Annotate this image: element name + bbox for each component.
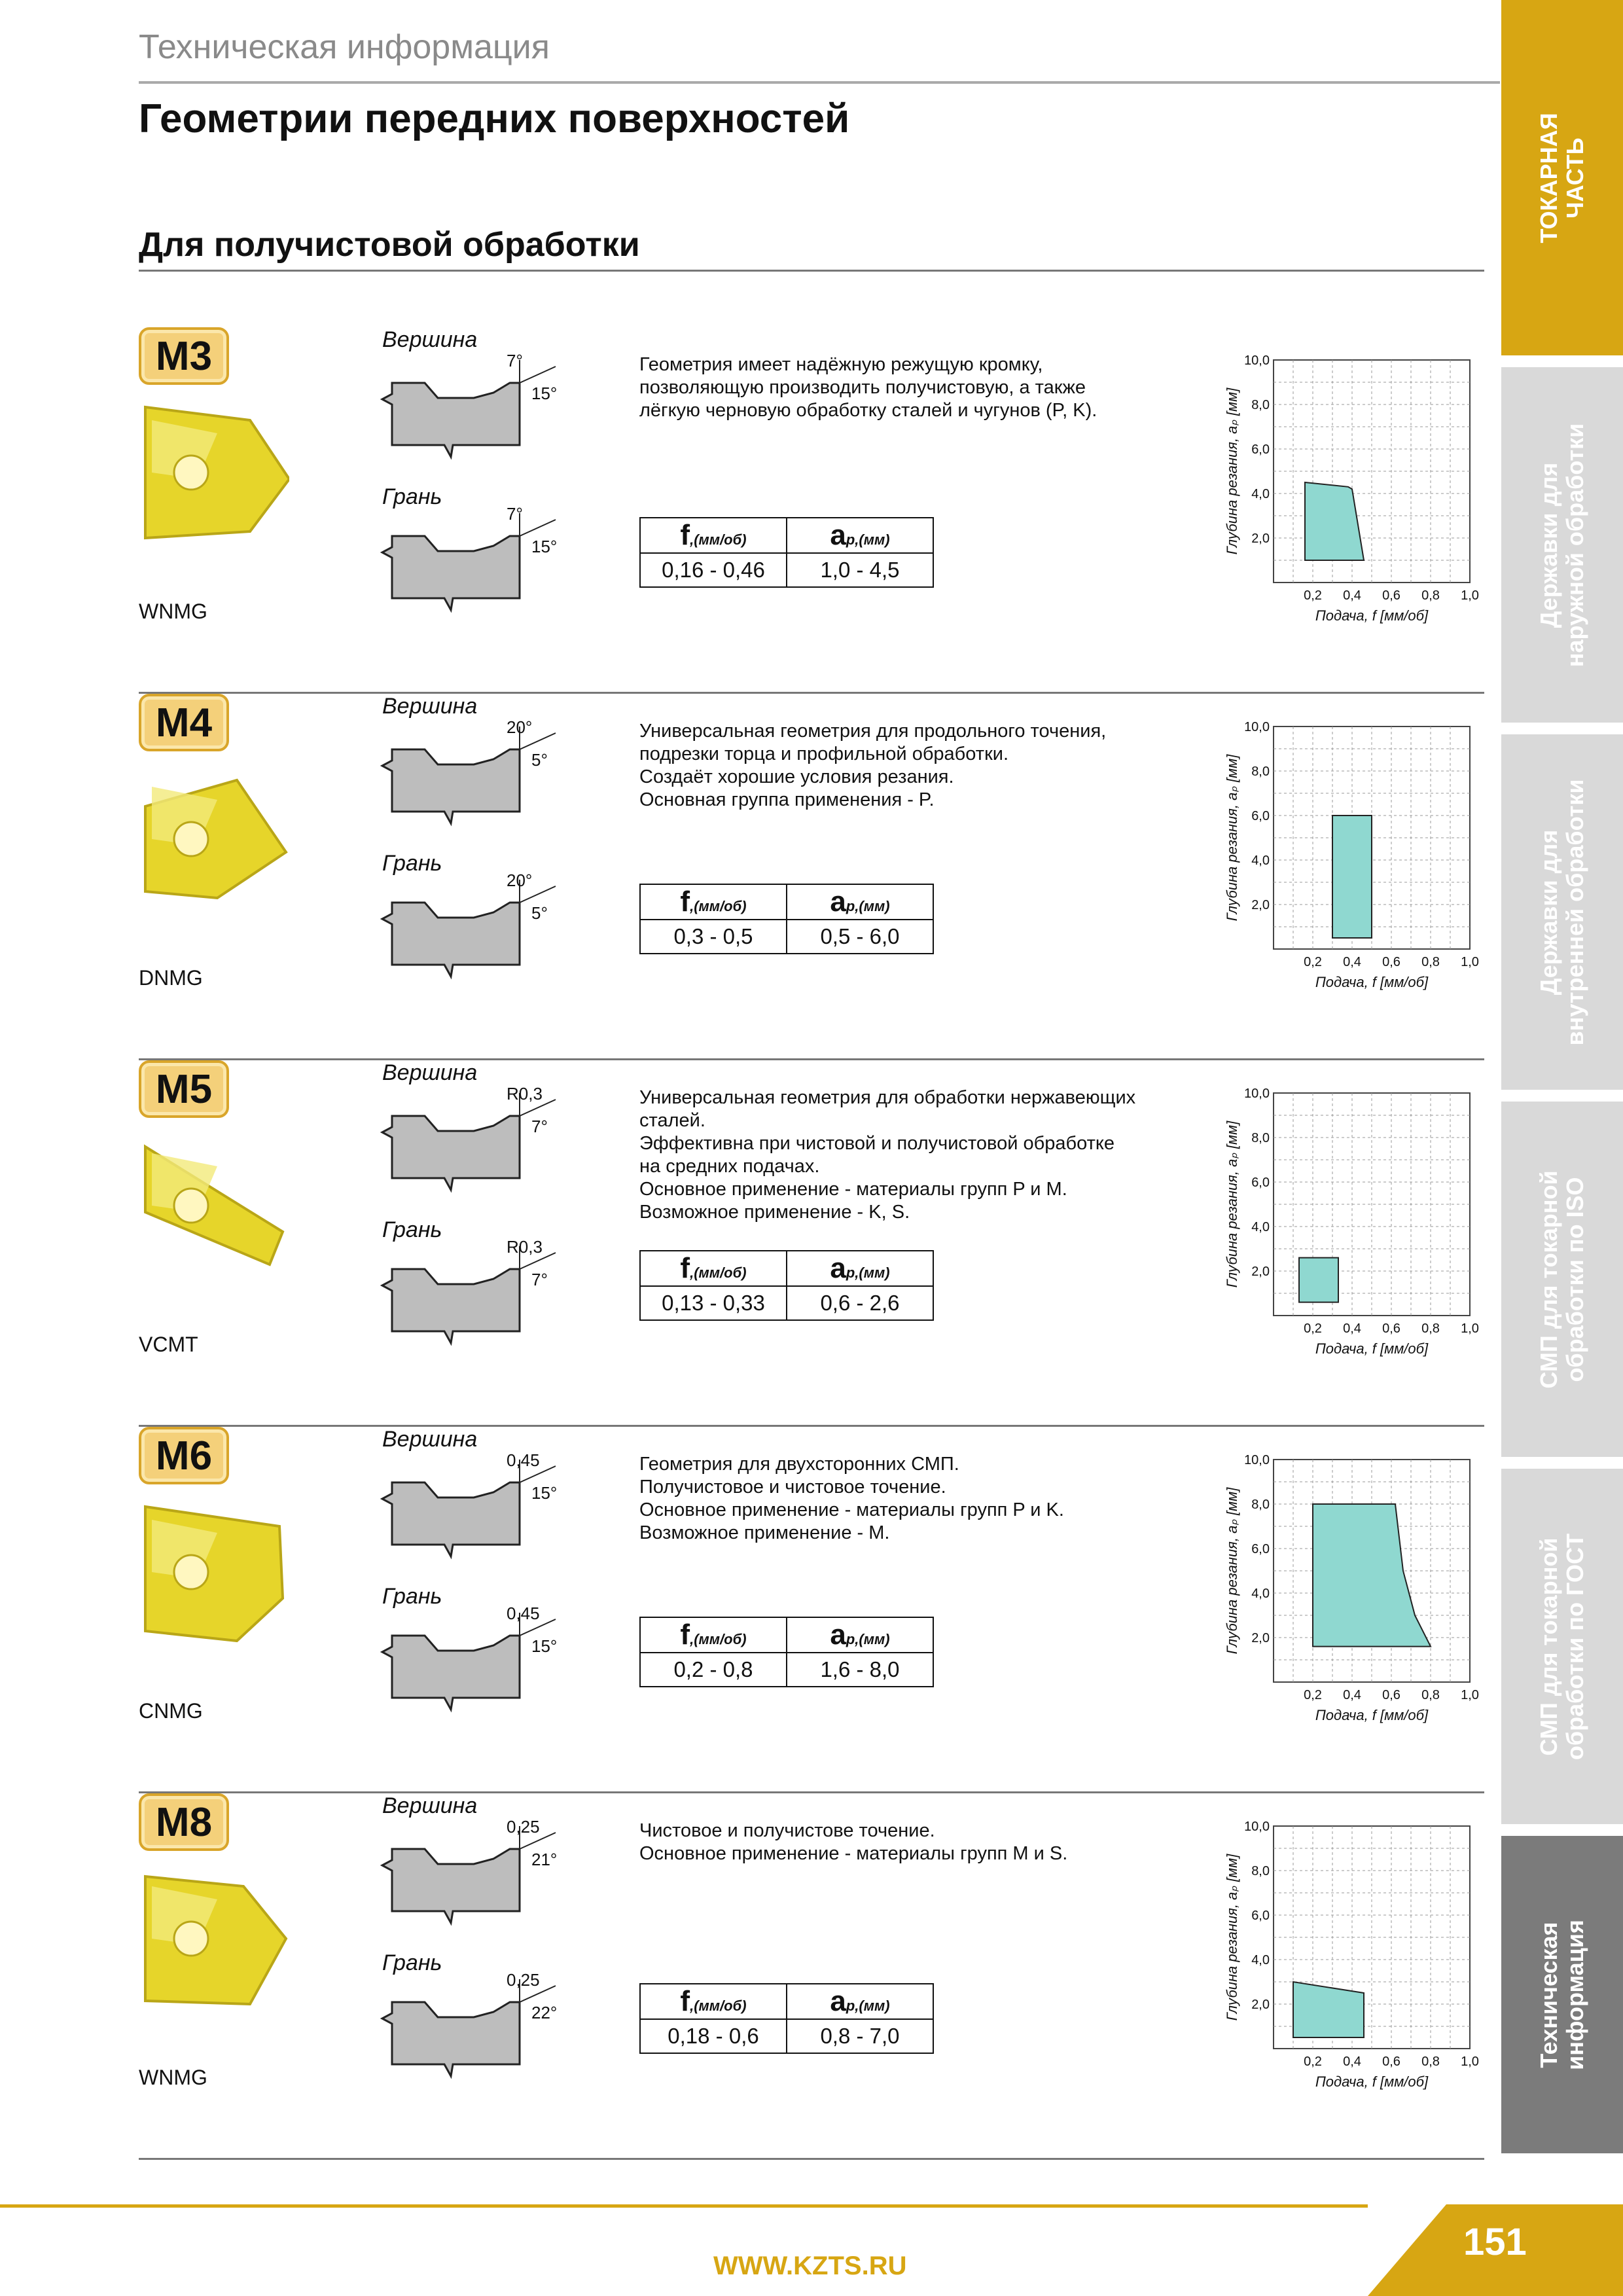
y-tick-label: 2,0	[1251, 1265, 1270, 1279]
depth-unit: ,(мм)	[855, 1998, 890, 2014]
y-axis-label: Глубина резания, aₚ [мм]	[1224, 1121, 1240, 1288]
insert-image	[139, 1867, 289, 2011]
description-line: позволяющую производить получистовую, а также	[639, 377, 1086, 398]
dim-label-a: 7°	[507, 351, 523, 370]
y-axis-label: Глубина резания, aₚ [мм]	[1224, 754, 1240, 922]
tab-label: внутренней обработки	[1561, 779, 1588, 1045]
tab-label: обработки по ГОСТ	[1561, 1533, 1588, 1760]
geometry-row	[139, 1060, 1484, 1427]
range-chart	[1220, 707, 1482, 995]
depth-subscript: p	[846, 1631, 855, 1647]
side-view-label: Грань	[382, 1950, 442, 1975]
x-tick-label: 0,8	[1421, 1688, 1440, 1702]
geometry-code-badge: M4	[139, 694, 229, 751]
dim-label-a: 0,25	[507, 1970, 540, 1990]
y-tick-label: 2,0	[1251, 1631, 1270, 1645]
x-axis-label: Подача, f [мм/об]	[1315, 2073, 1429, 2090]
range-chart	[1220, 1073, 1482, 1361]
x-tick-label: 1,0	[1461, 588, 1479, 603]
dim-label-b: 15°	[531, 1483, 558, 1503]
row-divider	[139, 2158, 1484, 2160]
params-value-row	[640, 920, 933, 954]
depth-symbol: a	[830, 1252, 846, 1284]
y-tick-label: 4,0	[1251, 1220, 1270, 1234]
x-tick-label: 0,8	[1421, 2054, 1440, 2069]
dim-label-b: 21°	[531, 1850, 558, 1869]
y-tick-label: 2,0	[1251, 531, 1270, 546]
range-chart	[1220, 1440, 1482, 1728]
x-tick-label: 0,6	[1382, 1321, 1400, 1336]
geometry-row	[139, 694, 1484, 1060]
tab-label: Техническая	[1535, 1921, 1562, 2068]
cutting-params-table	[639, 517, 934, 588]
params-header-row	[640, 1984, 933, 2019]
range-area	[1299, 1258, 1338, 1302]
description-line: Чистовое и получистове точение.	[639, 1820, 935, 1841]
y-tick-label: 10,0	[1244, 1453, 1270, 1467]
description-line: Геометрия для двухсторонних СМП.	[639, 1454, 959, 1475]
depth-symbol: a	[830, 519, 846, 551]
depth-unit: ,(мм)	[855, 1265, 890, 1281]
page-number: 151	[1463, 2221, 1527, 2263]
dim-label-a: 0,45	[507, 1604, 540, 1623]
geometry-description	[639, 1453, 1176, 1545]
y-tick-label: 2,0	[1251, 898, 1270, 912]
dim-label-a: 20°	[507, 717, 533, 737]
footer-url[interactable]: WWW.KZTS.RU	[713, 2251, 907, 2280]
depth-value: 0,8 - 7,0	[787, 2019, 933, 2053]
tab-external-holders[interactable]	[1501, 367, 1623, 723]
y-axis-label: Глубина резания, aₚ [мм]	[1224, 1487, 1240, 1655]
insert-type: DNMG	[139, 966, 203, 990]
depth-header	[787, 884, 933, 920]
tab-label: информация	[1561, 1919, 1588, 2070]
feed-symbol: f	[680, 519, 690, 551]
range-chart	[1220, 340, 1482, 628]
x-tick-label: 0,8	[1421, 1321, 1440, 1336]
x-tick-label: 0,6	[1382, 2054, 1400, 2069]
feed-symbol: f	[680, 1619, 690, 1651]
side-view-label: Грань	[382, 484, 442, 509]
side-tabs	[1501, 0, 1623, 2153]
tab-label: ЧАСТЬ	[1561, 137, 1588, 219]
geometry-description	[639, 1086, 1176, 1224]
top-view-label: Вершина	[382, 1427, 478, 1452]
description-line: Возможное применение - K, S.	[639, 1202, 910, 1223]
feed-value: 0,18 - 0,6	[640, 2019, 787, 2053]
y-tick-label: 4,0	[1251, 1953, 1270, 1967]
top-view-label: Вершина	[382, 1060, 478, 1085]
feed-value: 0,16 - 0,46	[640, 553, 787, 587]
description-line: Возможное применение - M.	[639, 1522, 890, 1543]
insert-hole	[174, 1189, 208, 1223]
range-area	[1332, 816, 1372, 938]
x-tick-label: 0,6	[1382, 588, 1400, 603]
insert-image	[139, 767, 289, 911]
x-tick-label: 0,4	[1343, 2054, 1361, 2069]
cutting-params-table	[639, 1250, 934, 1321]
tab-gost-inserts[interactable]	[1501, 1469, 1623, 1824]
x-tick-label: 0,6	[1382, 955, 1400, 969]
dim-label-a: 0,45	[507, 1450, 540, 1470]
insert-profile	[382, 1482, 520, 1556]
description-line: сталей.	[639, 1110, 705, 1131]
tab-label: Державки для	[1535, 462, 1562, 628]
depth-symbol: a	[830, 1985, 846, 2017]
depth-unit: ,(мм)	[855, 898, 890, 914]
x-tick-label: 0,8	[1421, 955, 1440, 969]
y-tick-label: 8,0	[1251, 1498, 1270, 1512]
insert-profile	[382, 749, 520, 823]
y-tick-label: 6,0	[1251, 809, 1270, 823]
insert-image	[139, 1134, 289, 1278]
dim-label-b: 5°	[531, 903, 548, 923]
side-view-label: Грань	[382, 1584, 442, 1609]
tab-label: ТОКАРНАЯ	[1535, 113, 1562, 243]
x-tick-label: 0,2	[1304, 955, 1322, 969]
feed-value: 0,2 - 0,8	[640, 1653, 787, 1687]
tab-label: наружной обработки	[1561, 423, 1588, 667]
dim-label-b: 15°	[531, 537, 558, 556]
footer-corner	[1368, 2204, 1446, 2296]
top-view-label: Вершина	[382, 1793, 478, 1818]
range-chart	[1220, 1806, 1482, 2094]
footer-line	[0, 2204, 1368, 2208]
feed-unit: ,(мм/об)	[690, 1998, 747, 2014]
depth-symbol: a	[830, 886, 846, 918]
depth-value: 1,6 - 8,0	[787, 1653, 933, 1687]
dim-label-a: R0,3	[507, 1084, 543, 1103]
insert-hole	[174, 1555, 208, 1589]
section-divider	[139, 270, 1484, 272]
cutting-params-table	[639, 1617, 934, 1687]
y-tick-label: 8,0	[1251, 764, 1270, 779]
page-title: Геометрии передних поверхностей	[139, 96, 850, 141]
header-divider	[139, 81, 1500, 84]
x-axis-label: Подача, f [мм/об]	[1315, 1340, 1429, 1357]
x-tick-label: 0,4	[1343, 588, 1361, 603]
x-axis-label: Подача, f [мм/об]	[1315, 974, 1429, 990]
x-tick-label: 0,2	[1304, 2054, 1322, 2069]
y-tick-label: 4,0	[1251, 853, 1270, 868]
description-line: Основная группа применения - P.	[639, 789, 935, 810]
depth-subscript: p	[846, 1998, 855, 2014]
params-header-row	[640, 884, 933, 920]
dim-label-b: 15°	[531, 384, 558, 403]
y-tick-label: 10,0	[1244, 720, 1270, 734]
x-tick-label: 0,4	[1343, 955, 1361, 969]
depth-header	[787, 1617, 933, 1653]
y-tick-label: 8,0	[1251, 1131, 1270, 1145]
description-line: на средних подачах.	[639, 1156, 820, 1177]
feed-unit: ,(мм/об)	[690, 898, 747, 914]
depth-subscript: p	[846, 898, 855, 914]
x-tick-label: 0,2	[1304, 1688, 1322, 1702]
top-view-label: Вершина	[382, 327, 478, 352]
insert-hole	[174, 1922, 208, 1956]
depth-unit: ,(мм)	[855, 531, 890, 548]
x-tick-label: 1,0	[1461, 2054, 1479, 2069]
y-tick-label: 6,0	[1251, 1542, 1270, 1556]
feed-symbol: f	[680, 886, 690, 918]
feed-header	[640, 884, 787, 920]
geometry-description	[639, 1820, 1176, 1865]
params-header-row	[640, 518, 933, 553]
depth-header	[787, 1984, 933, 2019]
top-view-label: Вершина	[382, 694, 478, 719]
depth-symbol: a	[830, 1619, 846, 1651]
dim-label-b: 5°	[531, 750, 548, 770]
params-value-row	[640, 2019, 933, 2053]
feed-header	[640, 1251, 787, 1286]
insert-profile	[382, 1849, 520, 1923]
insert-profile	[382, 383, 520, 457]
tab-label: обработки по ISO	[1561, 1176, 1588, 1382]
dim-label-b: 22°	[531, 2003, 558, 2022]
params-header-row	[640, 1617, 933, 1653]
y-tick-label: 2,0	[1251, 1998, 1270, 2012]
geometry-description	[639, 720, 1176, 812]
y-tick-label: 8,0	[1251, 398, 1270, 412]
insert-profile	[382, 1116, 520, 1190]
tab-label: СМП для токарной	[1535, 1537, 1562, 1756]
y-tick-label: 8,0	[1251, 1864, 1270, 1878]
insert-hole	[174, 822, 208, 856]
insert-profile	[382, 903, 520, 977]
dim-label-b: 7°	[531, 1117, 548, 1136]
tab-iso-inserts[interactable]	[1501, 1102, 1623, 1457]
description-line: Получистовое и чистовое точение.	[639, 1477, 946, 1498]
angle-line	[520, 367, 556, 383]
description-line: Основное применение - материалы групп P и K.	[639, 1499, 1064, 1520]
x-axis-label: Подача, f [мм/об]	[1315, 607, 1429, 624]
feed-value: 0,13 - 0,33	[640, 1286, 787, 1320]
dim-label-a: 20°	[507, 870, 533, 890]
insert-image	[139, 401, 289, 545]
tab-label: СМП для токарной	[1535, 1170, 1562, 1389]
dim-label-a: 0,25	[507, 1817, 540, 1837]
depth-value: 0,5 - 6,0	[787, 920, 933, 954]
geometry-row	[139, 1793, 1484, 2160]
dim-label-b: 7°	[531, 1270, 548, 1289]
insert-profile	[382, 536, 520, 610]
geometry-code-badge: M8	[139, 1793, 229, 1851]
dim-label-b: 15°	[531, 1636, 558, 1656]
x-axis-label: Подача, f [мм/об]	[1315, 1707, 1429, 1723]
feed-unit: ,(мм/об)	[690, 531, 747, 548]
insert-image	[139, 1500, 289, 1644]
tab-turning[interactable]	[1501, 0, 1623, 355]
x-tick-label: 0,2	[1304, 1321, 1322, 1336]
params-value-row	[640, 1286, 933, 1320]
geometry-code-badge: M3	[139, 327, 229, 385]
insert-profile	[382, 1636, 520, 1710]
y-tick-label: 10,0	[1244, 353, 1270, 368]
tab-technical-info[interactable]	[1501, 1836, 1623, 2153]
feed-header	[640, 1984, 787, 2019]
header-section: Техническая информация	[139, 28, 550, 66]
geometry-description	[639, 353, 1176, 422]
tab-internal-holders[interactable]	[1501, 734, 1623, 1090]
description-line: Основное применение - материалы групп P и M.	[639, 1179, 1067, 1200]
description-line: подрезки торца и профильной обработки.	[639, 744, 1009, 764]
description-line: Универсальная геометрия для обработки нержавеющих	[639, 1087, 1136, 1108]
insert-profile	[382, 1269, 520, 1343]
y-tick-label: 4,0	[1251, 1587, 1270, 1601]
feed-header	[640, 518, 787, 553]
y-tick-label: 6,0	[1251, 1909, 1270, 1923]
depth-subscript: p	[846, 531, 855, 548]
depth-header	[787, 518, 933, 553]
x-tick-label: 1,0	[1461, 1321, 1479, 1336]
geometry-code-badge: M5	[139, 1060, 229, 1118]
description-line: Эффективна при чистовой и получистовой обработке	[639, 1133, 1115, 1154]
depth-value: 1,0 - 4,5	[787, 553, 933, 587]
section-title: Для получистовой обработки	[139, 226, 640, 264]
y-tick-label: 6,0	[1251, 1175, 1270, 1190]
geometry-row	[139, 1427, 1484, 1793]
insert-type: VCMT	[139, 1333, 198, 1356]
cutting-params-table	[639, 884, 934, 954]
x-tick-label: 1,0	[1461, 1688, 1479, 1702]
tab-label: Державки для	[1535, 829, 1562, 995]
feed-unit: ,(мм/об)	[690, 1265, 747, 1281]
x-tick-label: 0,4	[1343, 1321, 1361, 1336]
x-tick-label: 0,2	[1304, 588, 1322, 603]
y-tick-label: 6,0	[1251, 442, 1270, 457]
x-tick-label: 0,8	[1421, 588, 1440, 603]
depth-unit: ,(мм)	[855, 1631, 890, 1647]
feed-symbol: f	[680, 1985, 690, 2017]
x-tick-label: 0,4	[1343, 1688, 1361, 1702]
y-tick-label: 10,0	[1244, 1086, 1270, 1101]
description-line: Основное применение - материалы групп M и S.	[639, 1843, 1068, 1864]
insert-profile	[382, 2002, 520, 2076]
feed-unit: ,(мм/об)	[690, 1631, 747, 1647]
insert-type: WNMG	[139, 2066, 207, 2089]
y-tick-label: 4,0	[1251, 487, 1270, 501]
x-tick-label: 1,0	[1461, 955, 1479, 969]
insert-type: CNMG	[139, 1699, 203, 1723]
side-view-label: Грань	[382, 1217, 442, 1242]
dim-label-a: 7°	[507, 504, 523, 524]
insert-hole	[174, 456, 208, 490]
y-axis-label: Глубина резания, aₚ [мм]	[1224, 387, 1240, 555]
feed-header	[640, 1617, 787, 1653]
x-tick-label: 0,6	[1382, 1688, 1400, 1702]
feed-symbol: f	[680, 1252, 690, 1284]
depth-header	[787, 1251, 933, 1286]
params-value-row	[640, 553, 933, 587]
depth-subscript: p	[846, 1265, 855, 1281]
geometry-row	[139, 327, 1484, 694]
description-line: лёгкую черновую обработку сталей и чугунов (P, K).	[639, 400, 1097, 421]
y-axis-label: Глубина резания, aₚ [мм]	[1224, 1854, 1240, 2021]
insert-type: WNMG	[139, 600, 207, 623]
params-value-row	[640, 1653, 933, 1687]
side-view-label: Грань	[382, 851, 442, 876]
description-line: Создаёт хорошие условия резания.	[639, 766, 954, 787]
params-header-row	[640, 1251, 933, 1286]
cutting-params-table	[639, 1983, 934, 2054]
geometry-code-badge: M6	[139, 1427, 229, 1484]
feed-value: 0,3 - 0,5	[640, 920, 787, 954]
dim-label-a: R0,3	[507, 1237, 543, 1257]
depth-value: 0,6 - 2,6	[787, 1286, 933, 1320]
description-line: Универсальная геометрия для продольного точения,	[639, 721, 1107, 742]
y-tick-label: 10,0	[1244, 1820, 1270, 1834]
description-line: Геометрия имеет надёжную режущую кромку,	[639, 354, 1043, 375]
angle-line	[520, 520, 556, 536]
